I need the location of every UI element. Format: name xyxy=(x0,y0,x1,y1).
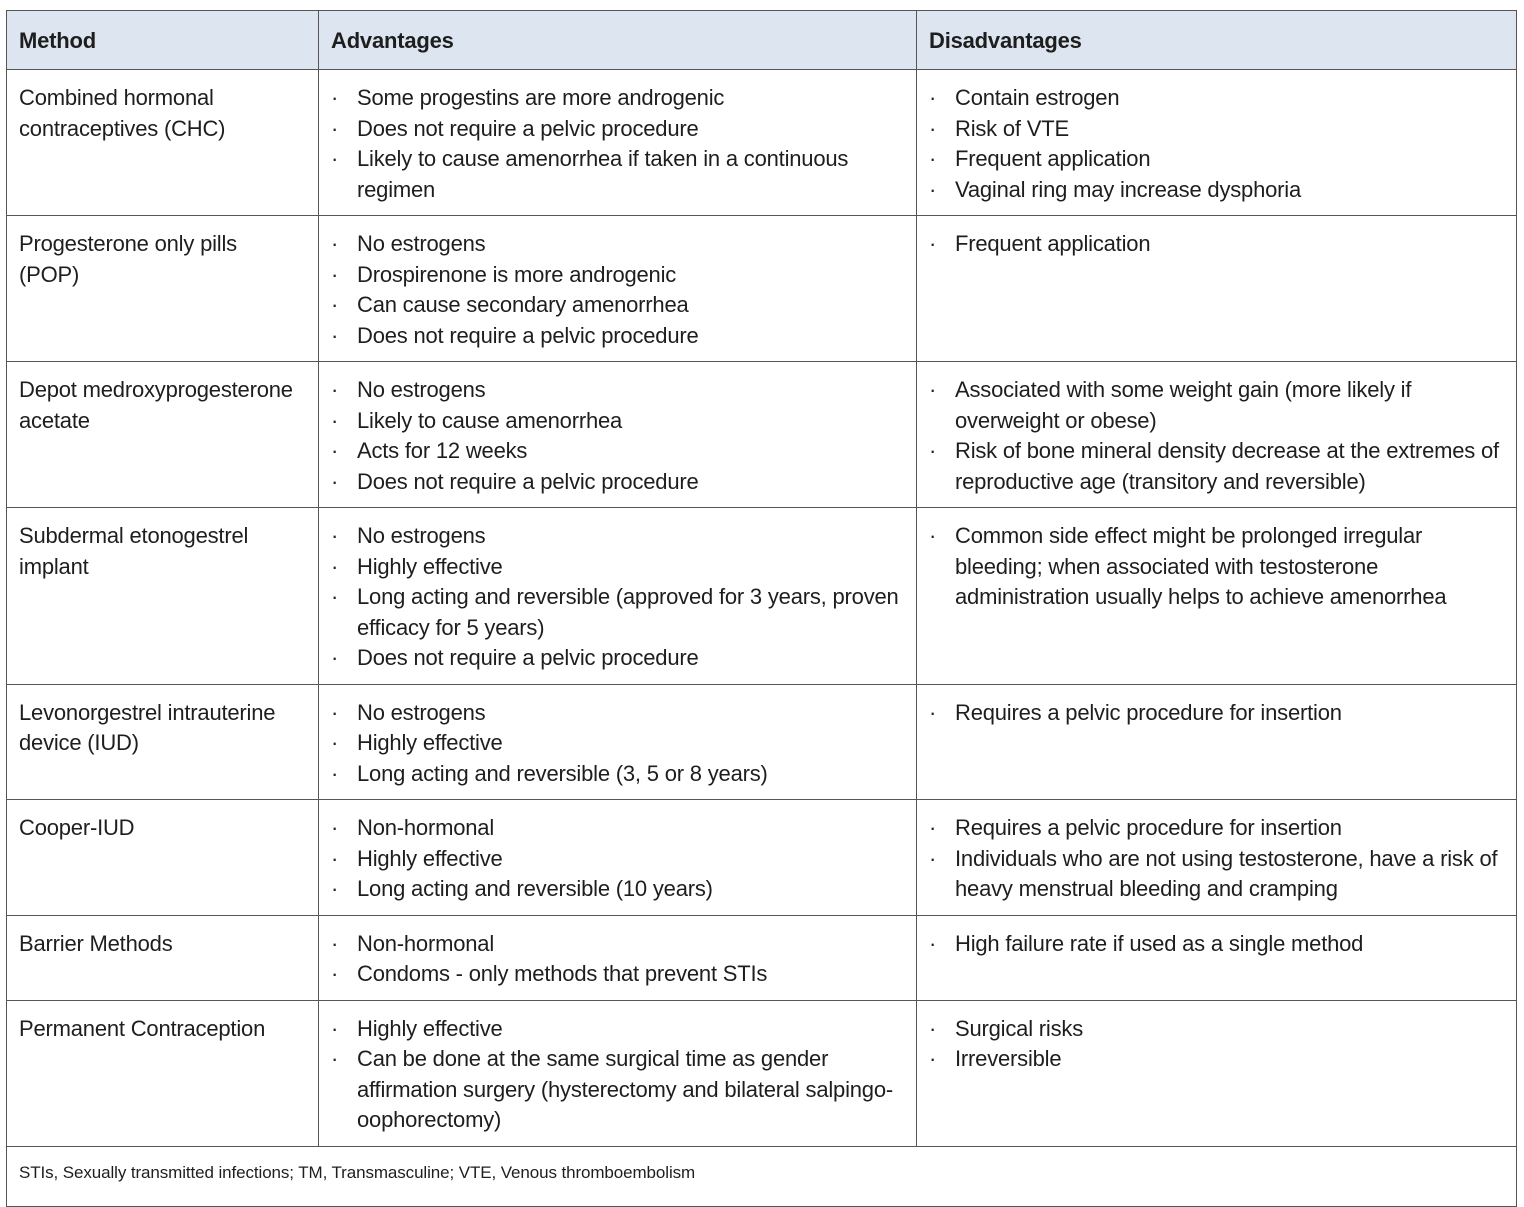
table-row xyxy=(7,70,1517,216)
disadvantage-item: · Contain estrogen xyxy=(929,83,1504,114)
disadvantage-item: · Irreversible xyxy=(929,1044,1504,1075)
advantage-item: · Highly effective xyxy=(331,1014,904,1045)
advantage-item: · Can cause secondary amenorrhea xyxy=(331,290,904,321)
advantage-item: · Does not require a pelvic procedure xyxy=(331,467,904,498)
disadvantages-cell xyxy=(917,684,1517,800)
table-body xyxy=(7,70,1517,1147)
disadvantage-item: · Associated with some weight gain (more likely if overweight or obese) xyxy=(929,375,1504,436)
method-cell: Progesterone only pills (POP) xyxy=(7,216,319,362)
disadvantages-cell xyxy=(917,800,1517,916)
advantage-item: · Drospirenone is more androgenic xyxy=(331,260,904,291)
advantage-item: · No estrogens xyxy=(331,229,904,260)
advantages-list xyxy=(331,521,904,674)
disadvantages-list xyxy=(929,929,1504,960)
header-disadvantages: Disadvantages xyxy=(917,11,1517,70)
disadvantage-item: · Common side effect might be prolonged irregular bleeding; when associated with testosterone administration usually helps to achieve amenorrhea xyxy=(929,521,1504,613)
disadvantages-list xyxy=(929,83,1504,205)
disadvantages-cell xyxy=(917,1000,1517,1146)
disadvantage-item: · Risk of VTE xyxy=(929,114,1504,145)
method-cell: Barrier Methods xyxy=(7,915,319,1000)
advantage-item: · Highly effective xyxy=(331,728,904,759)
advantages-list xyxy=(331,1014,904,1136)
footnote-row xyxy=(7,1146,1517,1206)
advantages-cell xyxy=(319,800,917,916)
advantage-item: · Does not require a pelvic procedure xyxy=(331,321,904,352)
disadvantages-cell xyxy=(917,362,1517,508)
advantage-item: · Likely to cause amenorrhea if taken in a continuous regimen xyxy=(331,144,904,205)
advantage-item: · Can be done at the same surgical time as gender affirmation surgery (hysterectomy and bilateral salpingo-oophorectomy) xyxy=(331,1044,904,1136)
disadvantage-item: · High failure rate if used as a single method xyxy=(929,929,1504,960)
advantage-item: · Highly effective xyxy=(331,552,904,583)
advantage-item: · Likely to cause amenorrhea xyxy=(331,406,904,437)
table-row xyxy=(7,1000,1517,1146)
advantage-item: · No estrogens xyxy=(331,375,904,406)
method-cell: Levonorgestrel intrauterine device (IUD) xyxy=(7,684,319,800)
disadvantage-item: · Surgical risks xyxy=(929,1014,1504,1045)
method-cell: Subdermal etonogestrel implant xyxy=(7,508,319,685)
advantages-cell xyxy=(319,216,917,362)
advantages-list xyxy=(331,698,904,790)
table-row xyxy=(7,362,1517,508)
advantages-list xyxy=(331,83,904,205)
disadvantage-item: · Frequent application xyxy=(929,144,1504,175)
advantage-item: · Does not require a pelvic procedure xyxy=(331,643,904,674)
disadvantages-list xyxy=(929,375,1504,497)
footnote: STIs, Sexually transmitted infections; TM, Transmasculine; VTE, Venous thromboembolism xyxy=(7,1146,1517,1206)
disadvantages-cell xyxy=(917,70,1517,216)
advantages-cell xyxy=(319,70,917,216)
advantage-item: · Highly effective xyxy=(331,844,904,875)
method-cell: Cooper-IUD xyxy=(7,800,319,916)
header-advantages: Advantages xyxy=(319,11,917,70)
advantage-item: · Long acting and reversible (3, 5 or 8 years) xyxy=(331,759,904,790)
disadvantage-item: · Frequent application xyxy=(929,229,1504,260)
disadvantages-cell xyxy=(917,915,1517,1000)
advantage-item: · No estrogens xyxy=(331,698,904,729)
table-row xyxy=(7,800,1517,916)
advantages-cell xyxy=(319,684,917,800)
table-footer xyxy=(7,1146,1517,1206)
advantage-item: · Does not require a pelvic procedure xyxy=(331,114,904,145)
advantage-item: · Some progestins are more androgenic xyxy=(331,83,904,114)
contraception-methods-table-container xyxy=(6,10,1516,1207)
disadvantage-item: · Vaginal ring may increase dysphoria xyxy=(929,175,1504,206)
table-row xyxy=(7,216,1517,362)
advantages-list xyxy=(331,375,904,497)
advantage-item: · Non-hormonal xyxy=(331,929,904,960)
advantages-cell xyxy=(319,915,917,1000)
advantages-cell xyxy=(319,508,917,685)
advantage-item: · Condoms - only methods that prevent STIs xyxy=(331,959,904,990)
advantage-item: · Non-hormonal xyxy=(331,813,904,844)
advantage-item: · Acts for 12 weeks xyxy=(331,436,904,467)
advantages-cell xyxy=(319,1000,917,1146)
advantage-item: · Long acting and reversible (10 years) xyxy=(331,874,904,905)
disadvantages-list xyxy=(929,1014,1504,1075)
disadvantage-item: · Requires a pelvic procedure for insertion xyxy=(929,698,1504,729)
advantages-list xyxy=(331,813,904,905)
method-cell: Permanent Contraception xyxy=(7,1000,319,1146)
disadvantages-cell xyxy=(917,508,1517,685)
advantages-list xyxy=(331,929,904,990)
header-method: Method xyxy=(7,11,319,70)
method-cell: Depot medroxyprogesterone acetate xyxy=(7,362,319,508)
advantage-item: · No estrogens xyxy=(331,521,904,552)
advantages-cell xyxy=(319,362,917,508)
disadvantages-list xyxy=(929,698,1504,729)
table-row xyxy=(7,684,1517,800)
disadvantage-item: · Requires a pelvic procedure for insertion xyxy=(929,813,1504,844)
disadvantage-item: · Risk of bone mineral density decrease at the extremes of reproductive age (transitory and reversible) xyxy=(929,436,1504,497)
table-row xyxy=(7,508,1517,685)
disadvantages-list xyxy=(929,813,1504,905)
contraception-methods-table xyxy=(6,10,1517,1207)
table-header xyxy=(7,11,1517,70)
advantages-list xyxy=(331,229,904,351)
disadvantages-list xyxy=(929,229,1504,260)
advantage-item: · Long acting and reversible (approved for 3 years, proven efficacy for 5 years) xyxy=(331,582,904,643)
method-cell: Combined hormonal contraceptives (CHC) xyxy=(7,70,319,216)
table-row xyxy=(7,915,1517,1000)
disadvantages-list xyxy=(929,521,1504,613)
header-row xyxy=(7,11,1517,70)
disadvantage-item: · Individuals who are not using testosterone, have a risk of heavy menstrual bleeding and cramping xyxy=(929,844,1504,905)
disadvantages-cell xyxy=(917,216,1517,362)
